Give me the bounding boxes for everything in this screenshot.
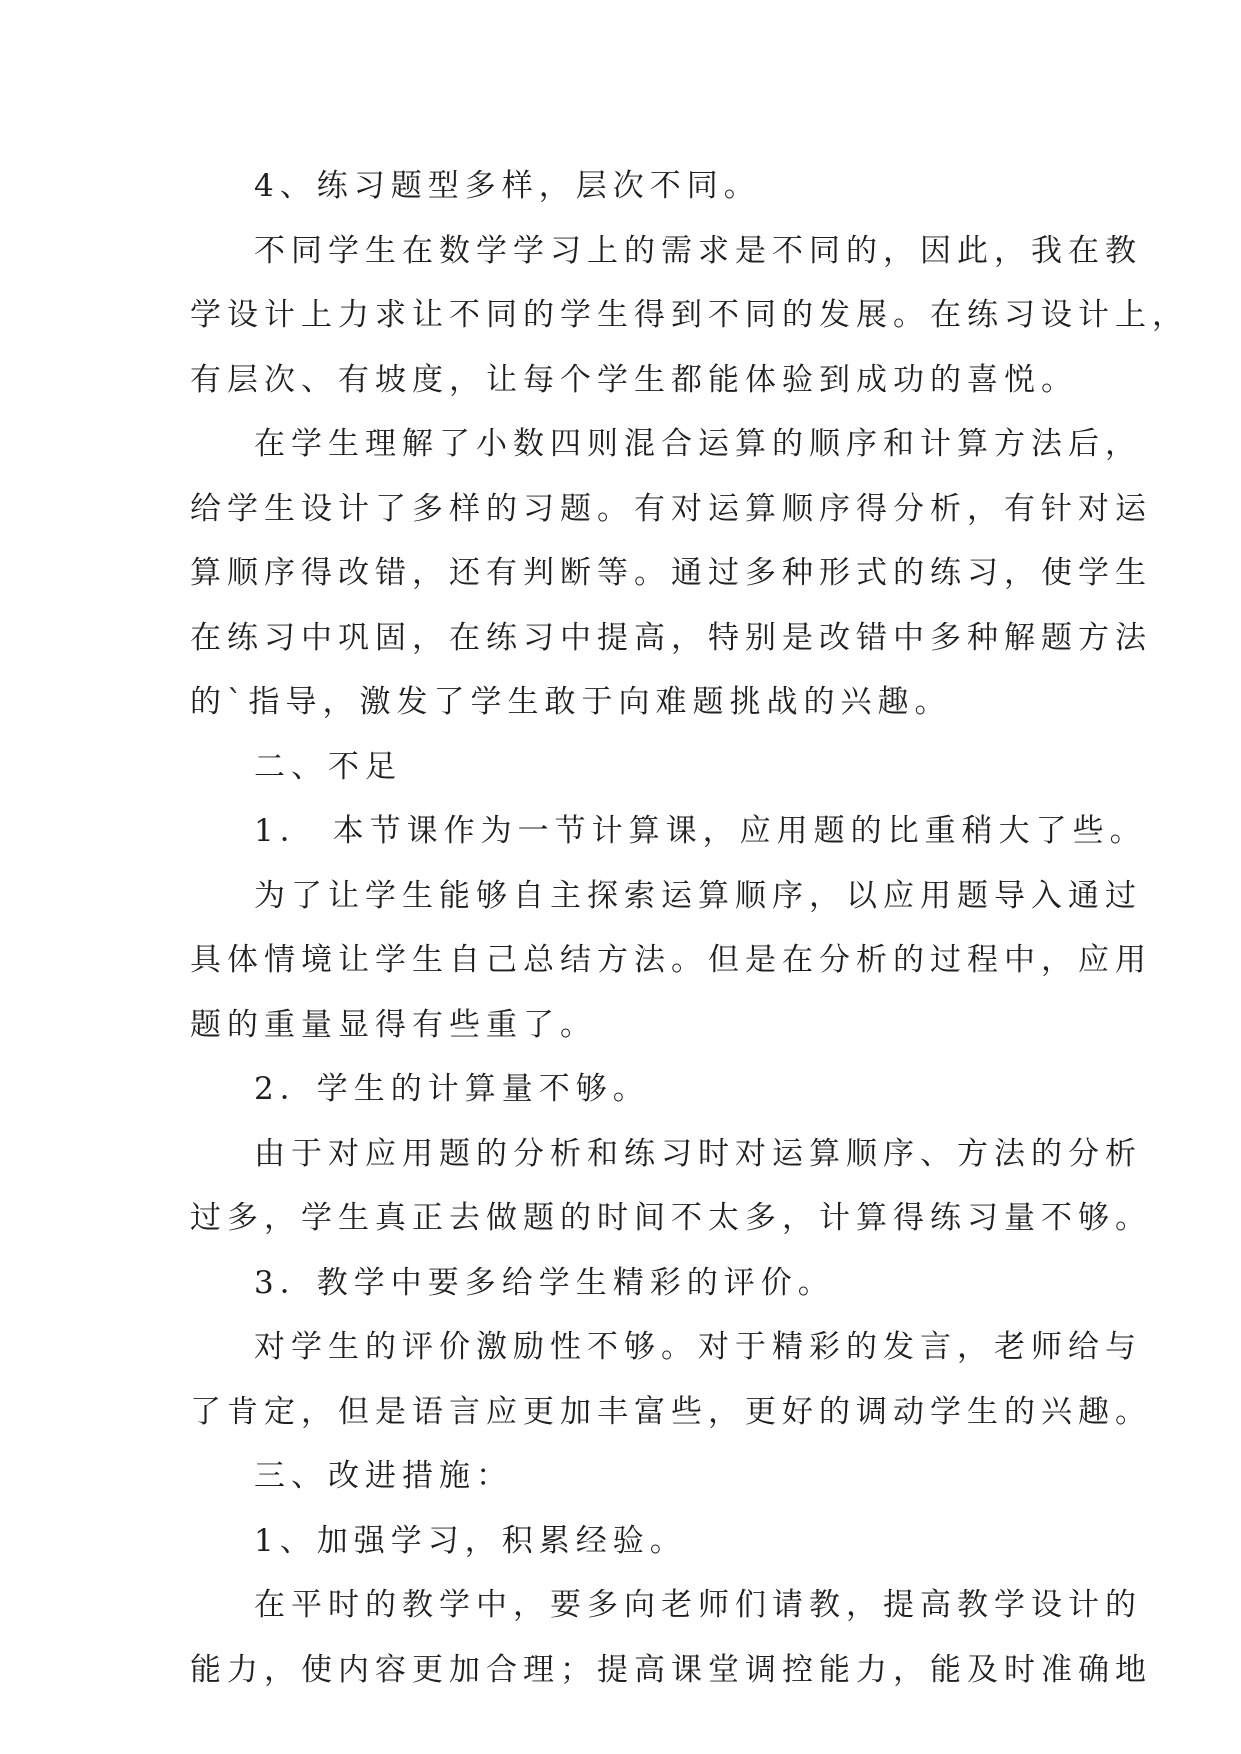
text-line: 在平时的教学中，要多向老师们请教，提高教学设计的 (254, 1587, 1142, 1623)
text-line: 4、练习题型多样，层次不同。 (254, 168, 761, 204)
section-heading: 三、改进措施： (254, 1458, 513, 1494)
text-line: 3．教学中要多给学生精彩的评价。 (254, 1264, 835, 1301)
text-line: 对学生的评价激励性不够。对于精彩的发言，老师给与 (254, 1329, 1142, 1365)
text-line: 具体情境让学生自己总结方法。但是在分析的过程中，应用 (190, 942, 1152, 978)
text-line: 为了让学生能够自主探索运算顺序，以应用题导入通过 (254, 877, 1142, 914)
text-line: 的`指导，激发了学生敢于向难题挑战的兴趣。 (190, 684, 952, 720)
text-line: 能力，使内容更加合理；提高课堂调控能力，能及时准确地 (190, 1651, 1152, 1688)
text-line: 学设计上力求让不同的学生得到不同的发展。在练习设计上， (190, 297, 1189, 333)
document-body (190, 154, 1189, 1702)
text-line: 题的重量显得有些重了。 (190, 1006, 597, 1043)
text-line: 算顺序得改错，还有判断等。通过多种形式的练习，使学生 (190, 555, 1152, 591)
text-line: 在练习中巩固，在练习中提高，特别是改错中多种解题方法 (190, 619, 1152, 656)
text-line: 由于对应用题的分析和练习时对运算顺序、方法的分析 (254, 1135, 1142, 1172)
text-line: 1． 本节课作为一节计算课，应用题的比重稍大了些。 (254, 813, 1147, 849)
text-line: 有层次、有坡度，让每个学生都能体验到成功的喜悦。 (190, 361, 1078, 398)
text-line: 1、加强学习，积累经验。 (254, 1522, 687, 1559)
text-line: 给学生设计了多样的习题。有对运算顺序得分析，有针对运 (190, 490, 1152, 527)
text-line: 2．学生的计算量不够。 (254, 1071, 650, 1107)
text-line: 过多，学生真正去做题的时间不太多，计算得练习量不够。 (190, 1200, 1152, 1236)
text-line: 在学生理解了小数四则混合运算的顺序和计算方法后， (254, 426, 1142, 462)
text-line: 不同学生在数学学习上的需求是不同的，因此，我在教 (254, 232, 1142, 269)
text-line: 了肯定，但是语言应更加丰富些，更好的调动学生的兴趣。 (190, 1393, 1152, 1430)
section-heading: 二、不足 (254, 748, 402, 785)
